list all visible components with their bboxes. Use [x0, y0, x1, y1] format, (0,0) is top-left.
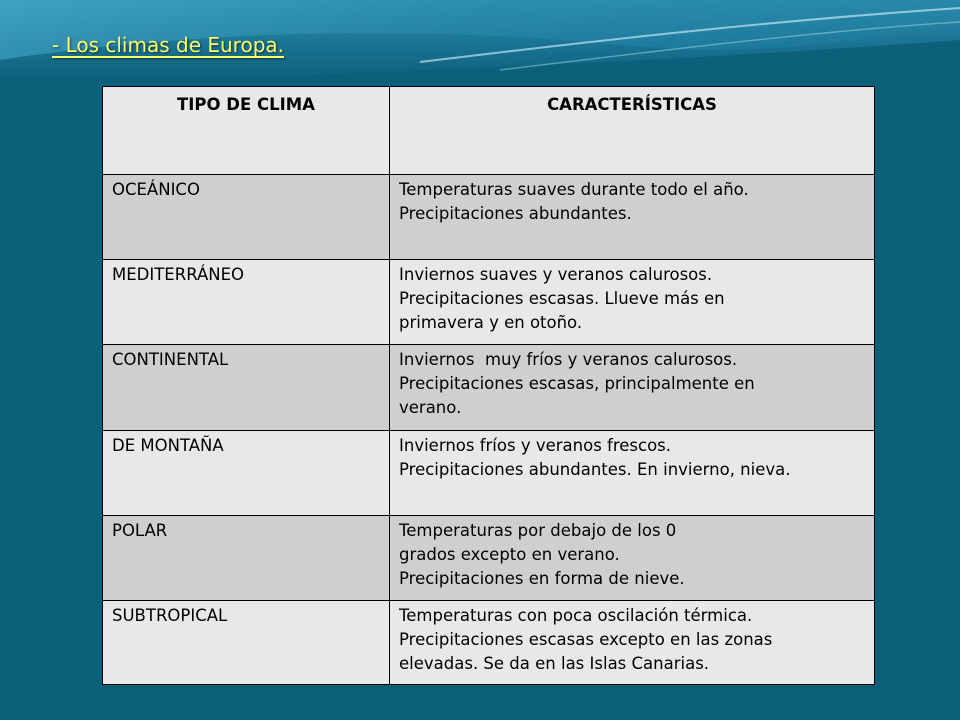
description-line: Inviernos fríos y veranos frescos.: [399, 436, 672, 455]
table-row: [103, 431, 875, 516]
description-line: grados excepto en verano.: [399, 545, 620, 564]
description-line: elevadas. Se da en las Islas Canarias.: [399, 654, 710, 673]
climate-description-cell: [390, 175, 875, 260]
climate-type-cell: MEDITERRÁNEO: [103, 260, 390, 345]
table-row: [103, 601, 875, 685]
header-caracteristicas: CARACTERÍSTICAS: [390, 87, 875, 175]
description-line: Precipitaciones abundantes. En invierno, nieva.: [399, 460, 791, 479]
slide-title: - Los climas de Europa.: [52, 33, 285, 57]
table-row: [103, 175, 875, 260]
climate-description-cell: [390, 516, 875, 601]
climate-type-cell: DE MONTAÑA: [103, 431, 390, 516]
climate-type-cell: SUBTROPICAL: [103, 601, 390, 685]
description-line: verano.: [399, 398, 462, 417]
description-line: Temperaturas por debajo de los 0: [399, 521, 677, 540]
climate-type-cell: POLAR: [103, 516, 390, 601]
climate-description-cell: [390, 345, 875, 431]
climate-table: [102, 86, 875, 685]
description-line: Inviernos muy fríos y veranos calurosos.: [399, 350, 738, 369]
climate-description-cell: [390, 431, 875, 516]
header-tipo-de-clima: TIPO DE CLIMA: [103, 87, 390, 175]
description-line: Precipitaciones en forma de nieve.: [399, 569, 685, 588]
description-line: primavera y en otoño.: [399, 313, 583, 332]
description-line: Temperaturas suaves durante todo el año.: [399, 180, 749, 199]
description-line: Precipitaciones escasas excepto en las zonas: [399, 630, 773, 649]
climate-type-cell: OCEÁNICO: [103, 175, 390, 260]
description-line: Precipitaciones escasas. Llueve más en: [399, 289, 725, 308]
climate-type-cell: CONTINENTAL: [103, 345, 390, 431]
table-header-row: [103, 87, 875, 175]
description-line: Inviernos suaves y veranos calurosos.: [399, 265, 713, 284]
description-line: Temperaturas con poca oscilación térmica.: [399, 606, 753, 625]
climate-description-cell: [390, 260, 875, 345]
table-row: [103, 516, 875, 601]
table-row: [103, 345, 875, 431]
climate-description-cell: [390, 601, 875, 685]
table-row: [103, 260, 875, 345]
description-line: Precipitaciones abundantes.: [399, 204, 632, 223]
description-line: Precipitaciones escasas, principalmente en: [399, 374, 755, 393]
